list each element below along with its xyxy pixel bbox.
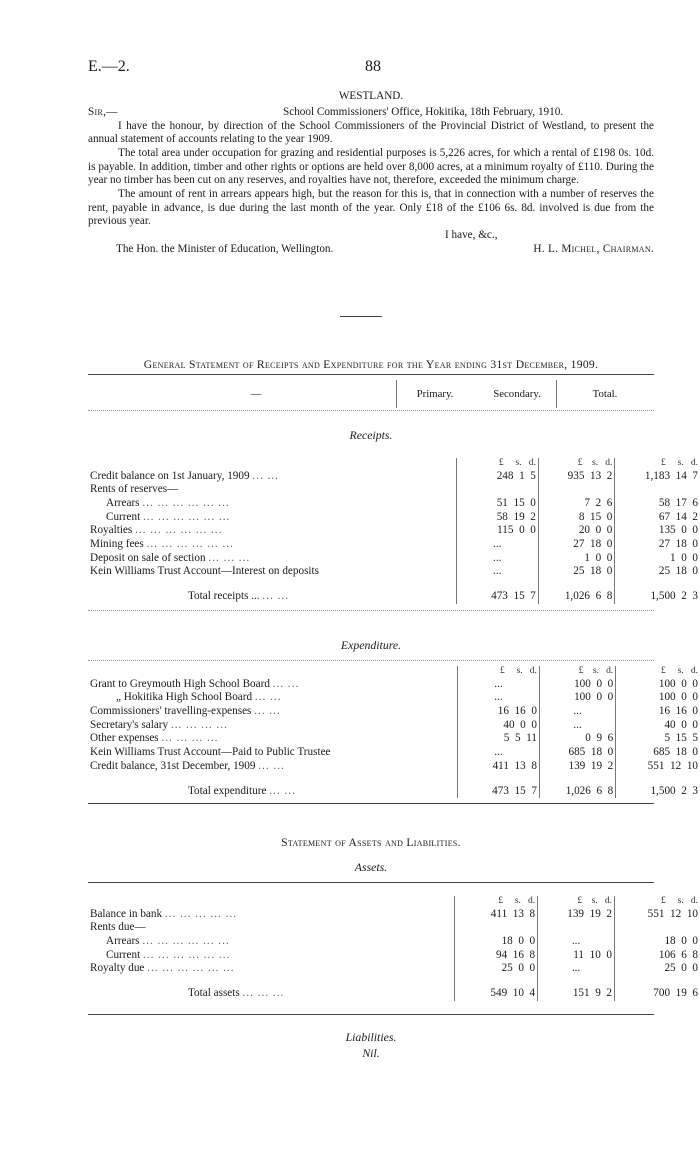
table-row: Kein Williams Trust Account—Interest on deposits ... 25 18 0 25 18 0 <box>90 565 698 578</box>
separator-rule <box>340 316 382 317</box>
assets-statement-title: Statement of Assets and Liabilities. <box>281 836 461 849</box>
table-row: Rents due— <box>88 921 700 935</box>
receipts-bottom-rule <box>88 610 654 611</box>
table-row: Current ... ... ... ... ... ... 58 19 2 8 15 0 67 14 2 <box>106 510 698 523</box>
total-row: Total assets ... ... ... 549 10 4 151 9 2 700 19 6 <box>188 987 698 1000</box>
header-divider <box>396 380 397 408</box>
table-row: Royalty due ... ... ... ... ... ... 25 0 0 ... 25 0 0 <box>90 962 698 975</box>
letter-paragraph-1: I have the honour, by direction of the School Commissioners of the Provincial District of Westland, to present the annual statement of accounts relating to the year 1909. <box>88 119 654 146</box>
table-row: Current ... ... ... ... ... ... 94 16 8 11 10 0 106 6 8 <box>106 948 698 961</box>
table-row: Other expenses ... ... ... ... 5 5 11 0 9 6 5 15 5 <box>90 732 698 745</box>
total-row: Total expenditure ... ... 473 15 7 1,026 6 8 1,500 2 3 <box>188 784 698 797</box>
assets-title: Assets. <box>354 860 388 874</box>
units-row: £ s. d. £ s. d. £ s. d. <box>88 666 700 678</box>
liabilities-title: Liabilities. <box>345 1030 397 1044</box>
addressee: The Hon. the Minister of Education, Wellington. <box>116 242 334 255</box>
expenditure-title: Expenditure. <box>340 638 402 652</box>
table-row: Arrears ... ... ... ... ... ... 18 0 0 ... 18 0 0 <box>106 934 698 947</box>
table-row: Commissioners' travelling-expenses ... ... 16 16 0 ... 16 16 0 <box>90 704 698 717</box>
receipts-table <box>88 458 700 604</box>
signature: H. L. Michel, Chairman. <box>533 242 654 255</box>
receipts-title: Receipts. <box>349 428 393 442</box>
page-number: 88 <box>365 58 381 75</box>
letter-title: WESTLAND. <box>338 90 404 102</box>
salutation: Sir,— <box>88 105 118 118</box>
closing: I have, &c., <box>445 228 498 241</box>
table-row: Royalties ... ... ... ... ... ... 115 0 0 20 0 0 135 0 0 <box>90 524 698 537</box>
table-row: Credit balance, 31st December, 1909 ... ... 411 13 8 139 19 2 551 12 10 <box>90 759 698 772</box>
table-top-rule <box>88 374 654 375</box>
letter <box>88 90 654 257</box>
place-date: School Commissioners' Office, Hokitika, 18th February, 1910. <box>283 105 564 118</box>
expenditure-table <box>88 666 700 798</box>
table-row: Secretary's salary ... ... ... ... 40 0 0 ... 40 0 0 <box>90 718 698 731</box>
letter-paragraph-2: The total area under occupation for grazing and residential purposes is 5,226 acres, for which a rental of £198 0s. 10d. is payable. In addition, timber and other rights or options are held over 8,000 acres, at a minimum royalty of £110. During the year no timber has been cut on any reserves, and royalties have not, therefore, exceeded the minimum charge. <box>88 146 654 187</box>
header-bottom-rule <box>88 410 654 411</box>
assets-top-rule <box>88 882 654 883</box>
table-row: Kein Williams Trust Account—Paid to Public Trustee ... 685 18 0 685 18 0 <box>90 745 698 758</box>
expenditure-bottom-rule <box>88 803 654 804</box>
letter-paragraph-3: The amount of rent in arrears appears high, but the reason for this is, that in connection with a number of reserves the rent, payable in advance, is due during the last month of the year. Only £18 of the £106 6s. 8d. involved is due from the previous year. <box>88 187 654 228</box>
header-divider <box>556 380 557 408</box>
general-statement-title: General Statement of Receipts and Expenditure for the Year ending 31st December, 1909. <box>143 358 599 371</box>
column-header-total: Total. <box>592 388 618 400</box>
table-row: Arrears ... ... ... ... ... ... 51 15 0 7 2 6 58 17 6 <box>106 496 698 509</box>
dash-header: — <box>250 388 262 400</box>
table-row: Rents of reserves— <box>88 483 700 497</box>
table-row: „ Hokitika High School Board ... ... ... 100 0 0 100 0 0 <box>116 691 698 704</box>
column-header-primary: Primary. <box>416 388 454 400</box>
liabilities-value: Nil. <box>362 1046 380 1060</box>
units-row: £ s. d. £ s. d. £ s. d. <box>88 458 700 470</box>
units-row: £ s. d. £ s. d. £ s. d. <box>88 896 700 908</box>
table-row: Grant to Greymouth High School Board ... ... ... 100 0 0 100 0 0 <box>90 677 698 690</box>
expenditure-top-rule <box>88 660 654 661</box>
total-row: Total receipts ... ... ... 473 15 7 1,026 6 8 1,500 2 3 <box>188 590 698 603</box>
assets-table <box>88 896 700 1001</box>
document-code: E.—2. <box>88 58 130 75</box>
table-row: Deposit on sale of section ... ... ... ... 1 0 0 1 0 0 <box>90 551 698 564</box>
assets-bottom-rule <box>88 1014 654 1015</box>
table-row: Mining fees ... ... ... ... ... ... ... 27 18 0 27 18 0 <box>90 537 698 550</box>
table-row: Balance in bank ... ... ... ... ... 411 13 8 139 19 2 551 12 10 <box>90 907 698 920</box>
column-header-secondary: Secondary. <box>493 388 541 400</box>
table-row: Credit balance on 1st January, 1909 ... ... 248 1 5 935 13 2 1,183 14 7 <box>90 469 698 482</box>
